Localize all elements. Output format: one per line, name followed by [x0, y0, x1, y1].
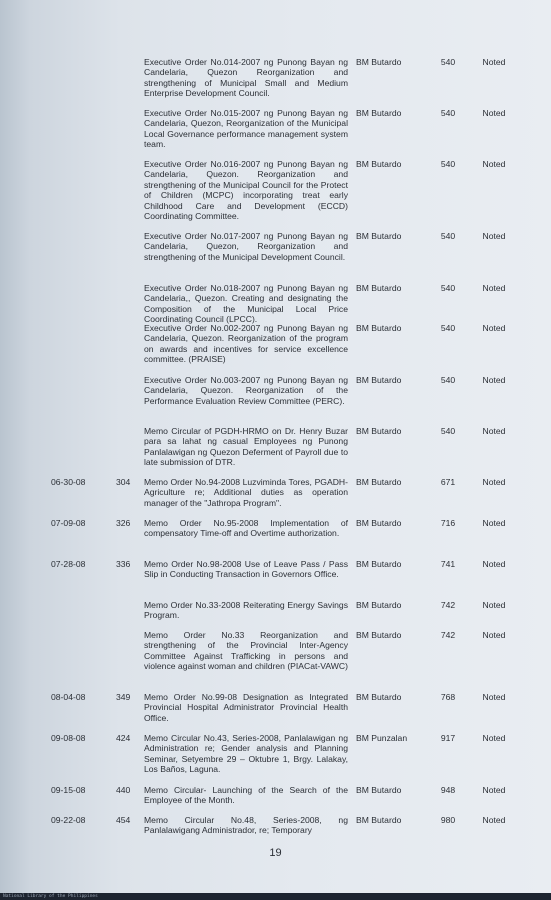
row-date: 08-04-08 — [51, 692, 86, 702]
scan-footer-text: National Library of the Philippines — [3, 894, 98, 899]
row-description: Memo Circular of PGDH-HRMO on Dr. Henry Buzar para sa lahat ng casual Employees ng Punong Panlalawigan ng Quezon Deferment of Payroll due to late submission of DTR. — [144, 426, 348, 468]
row-description: Executive Order No.015-2007 ng Punong Bayan ng Candelaria, Quezon, Reorganization of the Municipal Local Governance performance management system team. — [144, 108, 348, 150]
row-number: 349 — [116, 692, 131, 702]
row-reference-number: 540 — [440, 426, 456, 436]
row-description: Executive Order No.014-2007 ng Punong Bayan ng Candelaria, Quezon Reorganization and strengthening of Municipal Small and Medium Enterprise Development Council. — [144, 57, 348, 99]
row-description: Memo Circular No.48, Series-2008, ng Panlalawigang Administrador, re; Temporary — [144, 815, 348, 836]
row-date: 09-08-08 — [51, 733, 86, 743]
row-action: Noted — [482, 518, 506, 528]
row-referred-by: BM Butardo — [356, 323, 402, 333]
row-reference-number: 540 — [440, 231, 456, 241]
row-referred-by: BM Butardo — [356, 785, 402, 795]
row-action: Noted — [482, 630, 506, 640]
row-referred-by: BM Butardo — [356, 518, 402, 528]
row-action: Noted — [482, 323, 506, 333]
row-referred-by: BM Butardo — [356, 600, 402, 610]
row-referred-by: BM Butardo — [356, 815, 402, 825]
row-number: 326 — [116, 518, 131, 528]
row-reference-number: 540 — [440, 375, 456, 385]
row-action: Noted — [482, 426, 506, 436]
row-reference-number: 741 — [440, 559, 456, 569]
row-reference-number: 540 — [440, 108, 456, 118]
row-referred-by: BM Butardo — [356, 426, 402, 436]
row-action: Noted — [482, 57, 506, 67]
page-number: 19 — [269, 847, 282, 859]
row-action: Noted — [482, 815, 506, 825]
row-number: 454 — [116, 815, 131, 825]
row-reference-number: 540 — [440, 323, 456, 333]
row-action: Noted — [482, 283, 506, 293]
row-description: Executive Order No.002-2007 ng Punong Bayan ng Candelaria, Quezon. Reorganization of the program on awards and incentives for service excellence committee. (PRAISE) — [144, 323, 348, 365]
row-description: Memo Order No.99-08 Designation as Integrated Provincial Hospital Administrator Provincial Health Office. — [144, 692, 348, 723]
row-description: Memo Circular No.43, Series-2008, Panlalawigan ng Administration re; Gender analysis and Planning Seminar, Setyembre 29 – Oktubre 1, Brgy. Lalakay, Los Baños, Laguna. — [144, 733, 348, 775]
row-action: Noted — [482, 108, 506, 118]
row-referred-by: BM Butardo — [356, 283, 402, 293]
row-referred-by: BM Butardo — [356, 57, 402, 67]
row-referred-by: BM Butardo — [356, 375, 402, 385]
row-action: Noted — [482, 692, 506, 702]
row-referred-by: BM Butardo — [356, 231, 402, 241]
row-reference-number: 917 — [440, 733, 456, 743]
row-reference-number: 742 — [440, 630, 456, 640]
row-reference-number: 671 — [440, 477, 456, 487]
row-action: Noted — [482, 733, 506, 743]
row-action: Noted — [482, 477, 506, 487]
row-reference-number: 768 — [440, 692, 456, 702]
row-referred-by: BM Butardo — [356, 477, 402, 487]
row-description: Memo Order No.94-2008 Luzviminda Tores, PGADH-Agriculture re; Additional duties as operation manager of the "Jathropa Program". — [144, 477, 348, 508]
row-action: Noted — [482, 600, 506, 610]
row-reference-number: 742 — [440, 600, 456, 610]
row-description: Executive Order No.018-2007 ng Punong Bayan ng Candelaria,, Quezon. Creating and designating the Composition of the Municipal Local Price Coordinating Council (LPCC). — [144, 283, 348, 325]
row-date: 07-28-08 — [51, 559, 86, 569]
row-date: 06-30-08 — [51, 477, 86, 487]
row-referred-by: BM Butardo — [356, 692, 402, 702]
row-description: Memo Order No.33-2008 Reiterating Energy Savings Program. — [144, 600, 348, 621]
row-referred-by: BM Butardo — [356, 159, 402, 169]
row-referred-by: BM Butardo — [356, 559, 402, 569]
row-description: Executive Order No.016-2007 ng Punong Bayan ng Candelaria, Quezon. Reorganization and strengthening of the Municipal Council for the Protect of Children (MCPC) incorporating treat early Childhood Care and Development (ECCD) Coordinating Committee. — [144, 159, 348, 222]
row-action: Noted — [482, 559, 506, 569]
row-action: Noted — [482, 159, 506, 169]
row-description: Memo Circular- Launching of the Search of the Employee of the Month. — [144, 785, 348, 806]
row-reference-number: 540 — [440, 159, 456, 169]
row-reference-number: 540 — [440, 57, 456, 67]
row-date: 09-15-08 — [51, 785, 86, 795]
row-description: Executive Order No.017-2007 ng Punong Bayan ng Candelaria, Quezon, Reorganization and strengthening of the Municipal Development Council. — [144, 231, 348, 262]
row-number: 440 — [116, 785, 131, 795]
row-reference-number: 540 — [440, 283, 456, 293]
row-reference-number: 716 — [440, 518, 456, 528]
row-action: Noted — [482, 231, 506, 241]
row-action: Noted — [482, 375, 506, 385]
row-reference-number: 980 — [440, 815, 456, 825]
row-reference-number: 948 — [440, 785, 456, 795]
row-description: Memo Order No.98-2008 Use of Leave Pass / Pass Slip in Conducting Transaction in Governors Office. — [144, 559, 348, 580]
row-number: 304 — [116, 477, 131, 487]
row-description: Executive Order No.003-2007 ng Punong Bayan ng Candelaria, Quezon. Reorganization of the Performance Evaluation Review Committee (PERC). — [144, 375, 348, 406]
row-date: 09-22-08 — [51, 815, 86, 825]
row-referred-by: BM Butardo — [356, 630, 402, 640]
row-description: Memo Order No.33 Reorganization and strengthening of the Provincial Inter-Agency Committee Against Trafficking in persons and violence against woman and children (PIACat-VAWC) — [144, 630, 348, 672]
row-referred-by: BM Butardo — [356, 108, 402, 118]
row-referred-by: BM Punzalan — [356, 733, 408, 743]
row-action: Noted — [482, 785, 506, 795]
row-description: Memo Order No.95-2008 Implementation of compensatory Time-off and Overtime authorization. — [144, 518, 348, 539]
row-date: 07-09-08 — [51, 518, 86, 528]
row-number: 424 — [116, 733, 131, 743]
row-number: 336 — [116, 559, 131, 569]
